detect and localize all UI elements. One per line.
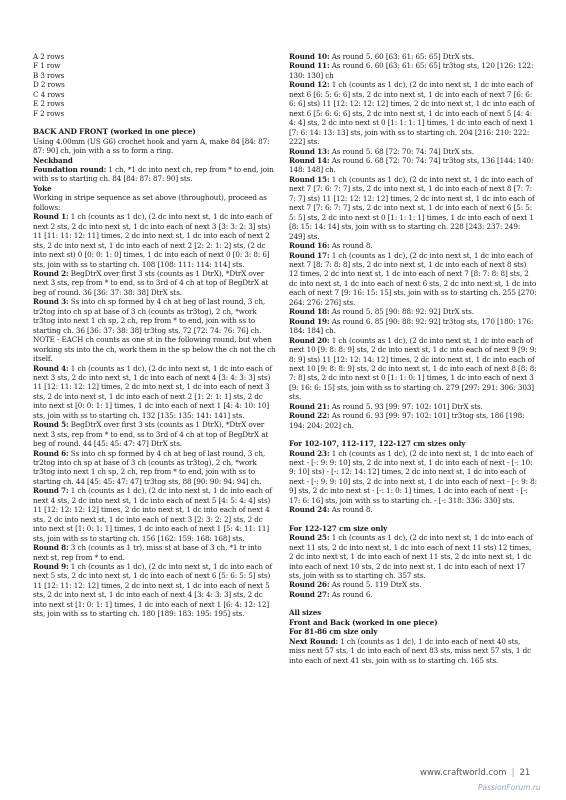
round-instruction [33, 449, 278, 487]
round-instruction [289, 147, 537, 156]
round-text: As round 6. 85 [90: 88: 92: 92] tr3tog sts, 170 [180: 176: 184: 184] ch. [289, 316, 534, 336]
watermark: PassionForum.ru [478, 783, 541, 792]
round-instruction [289, 402, 537, 411]
round-instruction [289, 449, 537, 506]
round-label: Round 4: [33, 363, 69, 373]
page-number: 21 [519, 768, 531, 778]
stripe-row: A 2 rows [33, 52, 65, 61]
round-text: BegDtrX over first 3 sts (counts as 1 DtrX), *DtrX over next 3 sts, rep from * to end, ss to 3rd of 4 ch at top of BegDtrX at beg of round. 36 [36: 37: 38: 38] DtrX sts. [33, 268, 269, 297]
round-label: Round 19: [289, 316, 330, 326]
round-text: Ss into ch sp formed by 4 ch at beg of last round, 3 ch, tr2tog into ch sp at base of 3 ch (counts as tr3tog), 2 ch, *work tr3tog into next 1 ch sp, 2 ch, rep from * to end, join with ss to starting ch. 44 [45: 45: 47: 47] tr3tog sts, 88 [90: 90: 94: 94] ch. [33, 448, 266, 486]
round-text: 1 ch (counts as 1 dc), (2 dc into next st, 1 dc into each of next - [-: 9: 9: 10] sts, 2 dc into next st, 1 dc into each of next - [-: 10: 9: 10] sts) - [-: 12: 14: 12] times, 2 dc into next st, 1 dc into each of next - [-: 9: 9: 10] sts, 2 dc into next st, 1 dc into each of next - [-: 9: 8: 9] sts, 2 dc into next st - [-: 1: 0: 1] times, 1 dc into each of next - [-: 17: 6: 16] sts, join with ss to starting ch. - [-: 318: 336: 330] sts. [289, 448, 537, 505]
right-rounds-list-b [289, 449, 537, 515]
round-label: Round 18: [289, 307, 330, 317]
round-text: As round 5. 85 [90: 88: 92: 92] DtrX sts. [329, 307, 474, 317]
round-text: 1 ch (counts as 1 dc), (2 dc into next st, 1 dc into each of next 5 sts, 2 dc into next st, 1 dc into each of next 6 [5: 6: 5: 5] sts) 11 [12: 11: 12: 12] times, 2 dc into next st, 1 dc into each of next 5 sts, 2 dc into next st, 1 dc into each of next 4 [3: 4: 3: 3] sts, 2 dc into next st [1: 0: 1: 1] times, 1 dc into each of next 1 [6: 4: 12: 12] sts, join with ss to starting ch. 180 [189: 183: 195: 195] sts. [33, 562, 272, 619]
round-label: Round 20: [289, 335, 330, 345]
size-heading-122-127: For 122-127 cm size only [289, 523, 388, 533]
round-label: Round 15: [289, 174, 330, 184]
round-instruction [33, 420, 278, 448]
left-column [33, 52, 278, 619]
stripe-row: E 2 rows [33, 99, 65, 109]
round-instruction [33, 543, 278, 562]
front-back-title: Front and Back (worked in one piece) [289, 617, 438, 627]
round-label: Round 10: [289, 52, 330, 61]
round-text: 1 ch (counts as 1 dc), (2 dc into next st, 1 dc into each of next 7 [7: 6: 7: 7] sts, 2 dc into next st, 1 dc into each of next 8 [7: 7: 7: 7] sts) 11 [12: 12: 12: 12] times, 2 dc into next st, 1 dc into each of next 7 [7: 6: 7: 7] sts, 2 dc into next st, 1 dc into each of next 6 [5: 5: 5: 5] sts, 2 dc into next st 0 [1: 1: 1: 1] times, 1 dc into each of next 1 [8: 15: 14: 14] sts, join with ss to starting ch. 228 [243: 237: 249: 249] sts. [289, 174, 535, 241]
round-text: 1 ch (counts as 1 dc), (2 dc into next st, 1 dc into each of next 10 [9: 8: 8: 9] sts, 2 dc into next st, 1 dc into each of next 9 [9: 9: 8: 9] sts) 11 [12: 12: 14: 12] times, 2 dc into next st, 1 dc into each of next 10 [9: 8: 8: 9] sts, 2 dc into next st, 1 dc into each of next 8 [8: 8: 7: 8] sts, 2 dc into next st 0 [1: 1: 0: 1] times, 1 dc into each of next 3 [9: 16: 6: 15] sts, join with ss to starting ch. 279 [297: 291: 306: 303] sts. [289, 335, 537, 402]
round-label: Round 12: [289, 80, 330, 90]
round-instruction [289, 336, 537, 402]
intro-text: Using 4.00mm (US G6) crochet hook and yarn A, make 84 [84: 87: 87: 90] ch, join with a ss to form a ring. [33, 136, 270, 156]
size-heading-81-86: For 81-86 cm size only [289, 627, 378, 637]
all-sizes-heading: All sizes [289, 608, 322, 618]
round-label: Round 2: [33, 268, 69, 278]
round-label: Round 6: [33, 448, 69, 458]
stripe-row: C 4 rows [33, 89, 65, 99]
round-label: Round 1: [33, 212, 69, 222]
round-text: As round 8. [329, 505, 373, 515]
page-footer [420, 768, 530, 778]
round-instruction [33, 297, 278, 335]
round-text: BegDtrX over first 3 sts (counts as 1 DtrX), *DtrX over next 3 sts, rep from * to end, ss to 3rd of 4 ch at top of BegDtrX at beg of round. 44 [45: 45: 47: 47] DtrX sts. [33, 420, 269, 449]
round-text: As round 5. 60 [63: 61: 65: 65] DtrX sts. [329, 52, 474, 61]
right-column [289, 52, 537, 665]
round-text: 1 ch (counts as 1 dc), (2 dc into next st, 1 dc into each of next 3 sts, 2 dc into next st, 1 dc into each of next 4 [3: 4: 3: 3] sts) 11 [12: 11: 12: 12] times, 2 dc into next st, 1 dc into each of next 3 sts, 2 dc into next st, 1 dc into each of next 2 [1: 2: 1: 1] sts, 2 dc into next st [0: 0: 1: 1] times, 1 dc into each of next 1 [4: 4: 10: 10] sts, join with ss to starting ch. 132 [135: 135: 141: 141] sts. [33, 363, 272, 420]
foundation-round: Foundation round: 1 ch, *1 dc into next ch, rep from * to end, join with ss to starting ch. 84 [84: 87: 87: 90] sts. [33, 164, 274, 184]
round-text: As round 5. 119 DtrX sts. [329, 580, 422, 590]
round-text: As round 5. 68 [72: 70: 74: 74] DtrX sts. [329, 146, 474, 156]
round-label: Round 16: [289, 241, 330, 251]
round-instruction [289, 52, 537, 61]
round-instruction [33, 562, 278, 619]
round-text: 1 ch (counts as 1 dc), (2 dc into next st, 1 dc into each of next 4 sts, 2 dc into next st, 1 dc into each of next 5 [4: 5: 4: 4] sts) 11 [12: 12: 12: 12] times, 2 dc into next st, 1 dc into each of next 4 sts, 2 dc into next st, 1 dc into each of next 3 [2: 3: 2: 2] sts, 2 dc into next st [1: 0: 1: 1] times, 1 dc into each of next 1 [5: 4: 11: 11] sts, join with ss to starting ch. 156 [162: 159: 168: 168] sts. [33, 486, 272, 543]
stripe-sequence [33, 52, 278, 118]
round-text: As round 6. 60 [63: 61: 65: 65] tr3tog sts, 120 [126: 122: 130: 130] ch [289, 61, 534, 80]
round-instruction [33, 364, 278, 421]
round-instruction [289, 580, 537, 589]
round-label: Round 27: [289, 589, 330, 599]
round-instruction [289, 505, 537, 514]
round-label: Round 3: [33, 297, 69, 307]
right-rounds-list-a [289, 52, 537, 430]
round-text: 1 ch (counts as 1 dc), (2 dc into next st, 1 dc into each of next 2 sts, 2 dc into next st, 1 dc into each of next 3 [3: 3: 2: 3] sts) 11 [11: 11: 12: 11] times, 2 dc into next st, 1 dc into each of next 2 sts, 2 dc into next st, 1 dc into each of next 2 [2: 2: 1: 2] sts, (2 dc into next st) 0 [0: 0: 1: 0] times, 1 dc into each of next 0 [0: 3: 8: 6] sts, join with ss to starting ch. 108 [108: 111: 114: 114] sts. [33, 212, 272, 269]
footer-site-link[interactable]: www.craftworld.com [420, 768, 507, 778]
round-text: As round 6. 93 [99: 97: 102: 101] tr3tog sts, 186 [198: 194: 204: 202] ch. [289, 411, 525, 430]
round-instruction [289, 241, 537, 250]
round-text: As round 6. [329, 589, 373, 599]
round-instruction [33, 269, 278, 297]
round-label: Round 26: [289, 580, 330, 590]
left-rounds-list [33, 212, 278, 618]
round-label: Round 23: [289, 448, 330, 458]
round-instruction [289, 590, 537, 599]
round-label: Round 14: [289, 155, 330, 165]
round-label: Round 24: [289, 505, 330, 515]
round-instruction [33, 212, 278, 269]
round-label: Round 11: [289, 61, 330, 71]
round-label: Round 7: [33, 486, 69, 496]
round-text: As round 5. 93 [99: 97: 102: 101] DtrX sts. [329, 401, 483, 411]
section-title-back-front: BACK AND FRONT (worked in one piece) [33, 127, 196, 137]
round-label: Round 22: [289, 411, 330, 421]
round-instruction [289, 533, 537, 580]
next-round: Next Round: 1 ch (counts as 1 dc), 1 dc into each of next 40 sts, miss next 57 sts, 1 dc into each of next 83 sts, miss next 57 sts, 1 dc into each of next 41 sts, join with ss to starting ch. 165 sts. [289, 636, 532, 665]
round-instruction [33, 486, 278, 543]
round-instruction [289, 307, 537, 316]
footer-separator: | [511, 768, 515, 778]
round-text: NOTE - EACH ch counts as one st in the following round, but when working sts into the ch, work them in the sp below the ch not the ch itself. [33, 335, 276, 364]
round-instruction [289, 411, 537, 430]
stripe-row: D 2 rows [33, 80, 65, 90]
round-instruction [289, 80, 537, 146]
round-instruction [33, 335, 278, 363]
round-label: Round 17: [289, 250, 330, 260]
round-label: Round 9: [33, 562, 69, 572]
round-instruction [289, 317, 537, 336]
round-label: Round 25: [289, 533, 330, 543]
round-text: 3 ch (counts as 1 tr), miss st at base of 3 ch, *1 tr into next st, rep from * to end. [33, 543, 262, 562]
round-text: Ss into ch sp formed by 4 ch at beg of last round, 3 ch, tr2tog into ch sp at base of 3 ch (counts as tr3tog), 2 ch, *work tr3tog into next 1 ch sp, 2 ch, rep from * to end, join with ss to starting ch. 36 [36: 37: 38: 38] tr3tog sts, 72 [72: 74: 76: 76] ch. [33, 297, 266, 335]
round-instruction [289, 61, 537, 80]
round-instruction [289, 175, 537, 241]
stripe-row: F 1 row [33, 61, 61, 71]
round-label: Round 8: [33, 543, 69, 553]
stripe-row: F 2 rows [33, 108, 64, 118]
round-text: As round 8. [329, 241, 373, 251]
round-instruction [289, 251, 537, 308]
round-label: Round 5: [33, 420, 69, 430]
neckband-title: Neckband [33, 155, 73, 165]
round-text: 1 ch (counts as 1 dc), (2 dc into next st, 1 dc into each of next 6 [6: 5: 6: 6] sts, 2 dc into next st, 1 dc into each of next 7 [6: 6: 6: 6] sts) 11 [12: 12: 12: 12] times, 2 dc into next st, 1 dc into each of next 6 [5: 6: 6: 6] sts, 2 dc into next st, 1 dc into each of next 5 [4: 4: 4: 4] sts, 2 dc into next st 0 [1: 1: 1: 1] times, 1 dc into each of next 1 [7: 6: 14: 13: 13] sts, join with ss to starting ch. 204 [216: 210: 222: 222] sts. [289, 80, 535, 147]
right-rounds-list-c [289, 533, 537, 599]
round-label: Round 21: [289, 401, 330, 411]
round-instruction [289, 156, 537, 175]
round-text: As round 6. 68 [72: 70: 74: 74] tr3tog sts, 136 [144: 140: 148: 148] ch. [289, 155, 534, 175]
round-text: 1 ch (counts as 1 dc), (2 dc into next st, 1 dc into each of next 11 sts, 2 dc into next st, 1 dc into each of next 11 sts) 12 times, 2 dc into next st, 1 dc into each of next 11 sts, 2 dc into next st, 1 dc into each of next 10 sts, 2 dc into next st, 1 dc into each of next 17 sts, join with ss to starting ch. 357 sts. [289, 533, 533, 581]
yoke-title: Yoke [33, 183, 52, 193]
round-text: 1 ch (counts as 1 dc), (2 dc into next st, 1 dc into each of next 7 [8: 7: 8: 8] sts, 2 dc into next st, 1 dc into each of next 8 sts) 12 times, 2 dc into next st, 1 dc into each of next 7 [8: 7: 8: 8] sts, 2 dc into next st, 1 dc into each of next 6 sts, 2 dc into next st, 1 dc into each of next 7 [9: 16: 15: 15] sts, join with ss to starting ch. 255 [270: 264: 276: 276] sts. [289, 250, 537, 307]
round-label: Round 13: [289, 146, 330, 156]
stripe-row: B 3 rows [33, 70, 65, 80]
yoke-text: Working in stripe sequence as set above (throughout), proceed as follows: [33, 193, 267, 212]
size-heading-102-127: For 102-107, 112-117, 122-127 cm sizes only [289, 439, 466, 449]
